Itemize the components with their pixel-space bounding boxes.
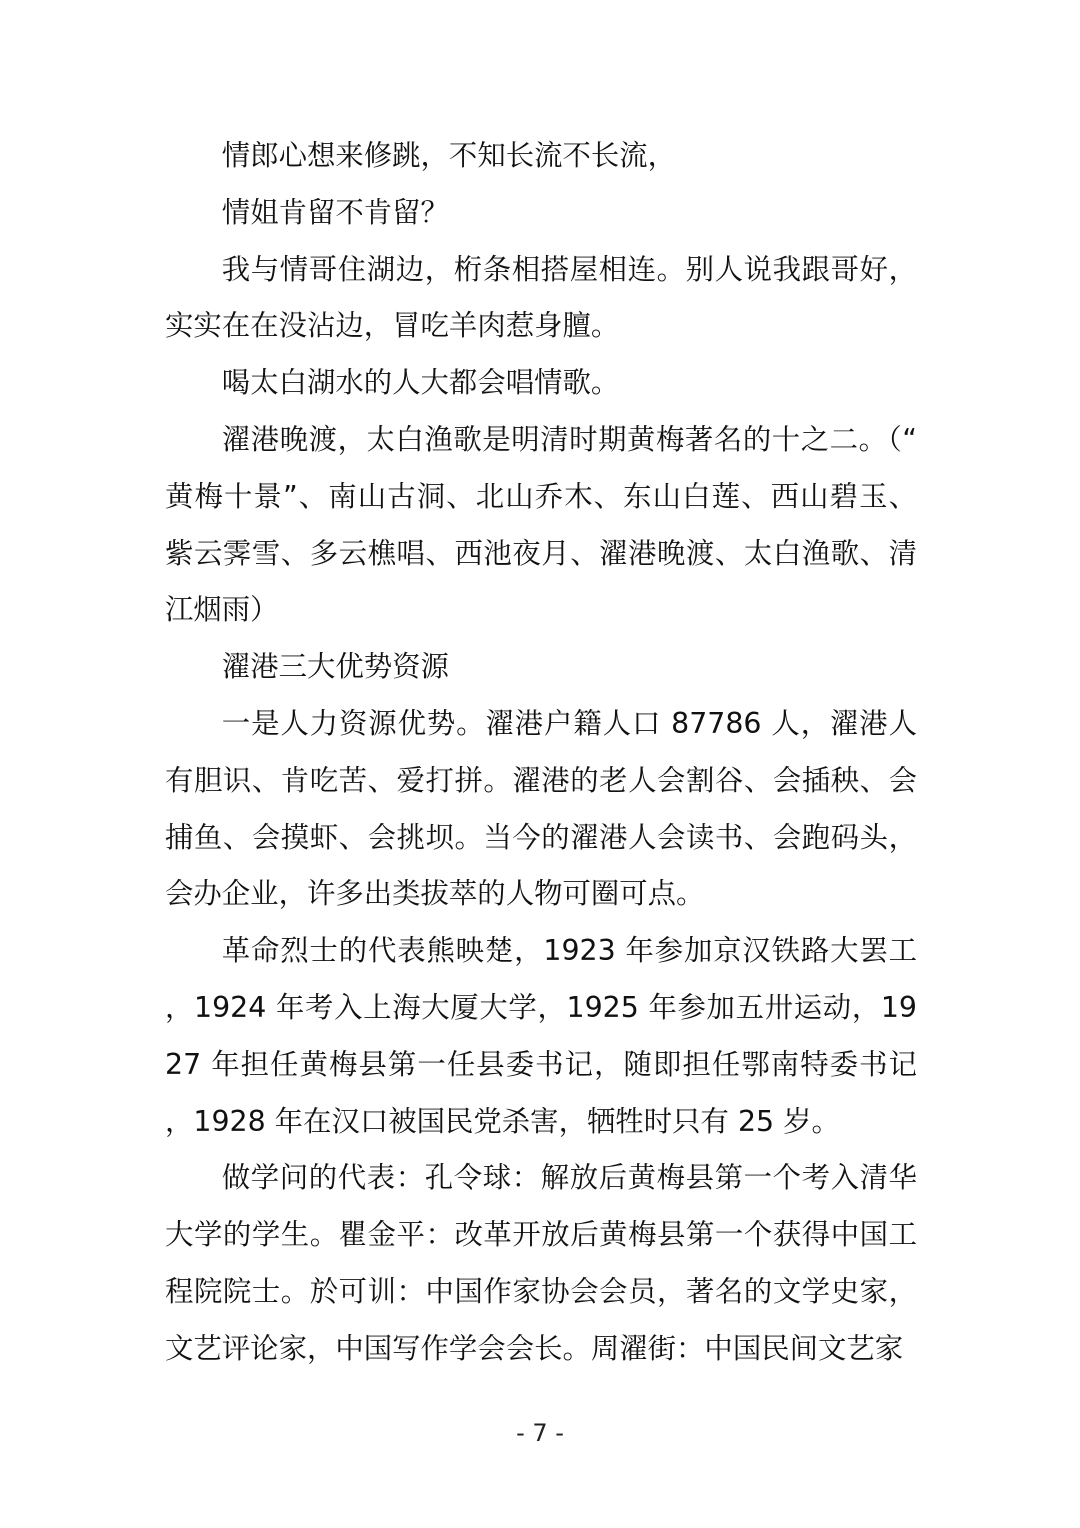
paragraph-4: 喝太白湖水的人大都会唱情歌。 [221, 366, 620, 400]
page-number: - 7 - [516, 1419, 564, 1447]
paragraph-5: 濯港晚渡，太白渔歌是明清时期黄梅著名的十之二。（“黄梅十景”、南山古洞、北山乔木、东山白莲、西山碧玉、紫云霁雪、多云樵唱、西池夜月、濯港晚渡、太白渔歌、清江烟雨） [165, 422, 917, 627]
paragraph-2: 情姐肯留不肯留？ [221, 195, 449, 229]
paragraph-8: 做学问的代表：孔令球：解放后黄梅县第一个考入清华大学的学生。瞿金平：改革开放后黄梅县第一个获得中国工程院院士。於可训：中国作家协会会员，著名的文学史家，文艺评论家，中国写作学会会长。周濯街：中国民间文艺家 [165, 1161, 917, 1365]
section-heading: 濯港三大优势资源 [221, 650, 449, 684]
paragraph-6: 一是人力资源优势。濯港户籍人口 87786 人，濯港人有胆识、肯吃苦、爱打拼。濯港的老人会割谷、会插秧、会捕鱼、会摸虾、会挑坝。当今的濯港人会读书、会跑码头，会办企业，许多出类拔萃的人物可圈可点。 [165, 706, 917, 911]
paragraph-7: 革命烈士的代表熊映楚，1923 年参加京汉铁路大罢工，1924 年考入上海大厦大学，1925 年参加五卅运动，1927 年担任黄梅县第一任县委书记，随即担任鄂南特委书记，1928 年在汉口被国民党杀害，牺牲时只有 25 岁。 [165, 934, 917, 1138]
paragraph-3: 我与情哥住湖边，桁条相搭屋相连。别人说我跟哥好，实实在在没沾边，冒吃羊肉惹身膻。 [165, 252, 917, 343]
body-text [165, 128, 917, 1378]
paragraph-1: 情郎心想来修跳，不知长流不长流， [221, 139, 677, 172]
